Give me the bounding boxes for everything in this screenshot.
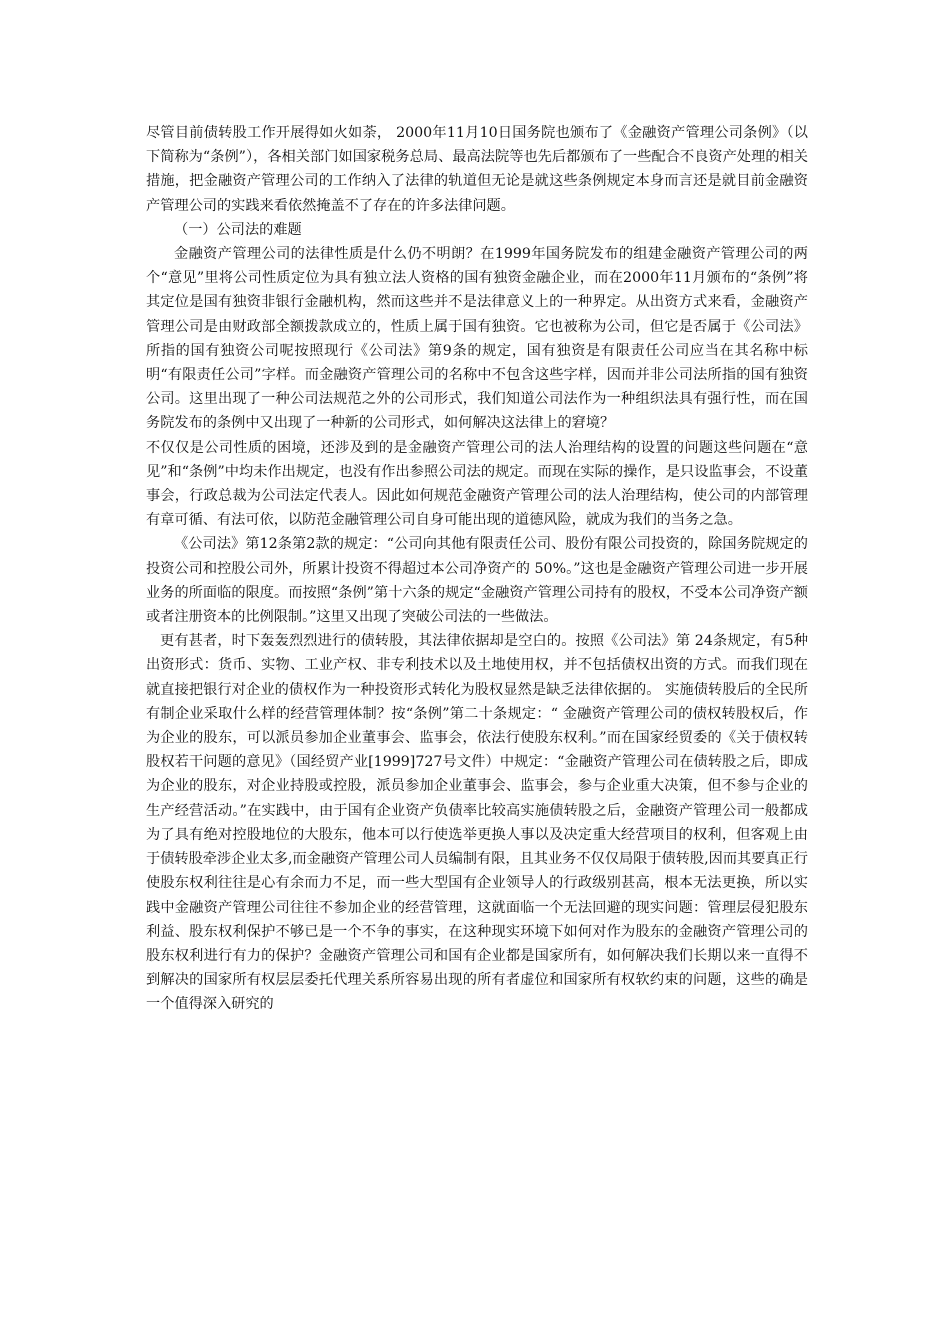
- paragraph-article-12: 《公司法》第12条第2款的规定：“公司向其他有限责任公司、股份有限公司投资的，除国务院规定的投资公司和控股公司外，所累计投资不得超过本公司净资产的 50%。”这也是金融资产管理公司进一步开展业务的所面临的限度。而按照“条例”第十六条的规定“金融资产管理公司持有的股权，不受本公司净资产额或者注册资本的比例限制。”这里又出现了突破公司法的一些做法。: [146, 536, 808, 626]
- document-body: [146, 121, 808, 1017]
- paragraph-governance: 不仅仅是公司性质的困境，还涉及到的是金融资产管理公司的法人治理结构的设置的问题这些问题在“意见”和“条例”中均未作出规定，也没有作出参照公司法的规定。而现在实际的操作，是只设监事会，不设董事会，行政总裁为公司法定代表人。因此如何规范金融资产管理公司的法人治理结构，使公司的内部管理有章可循、有法可依，以防范金融管理公司自身可能出现的道德风险，就成为我们的当务之急。: [146, 439, 808, 529]
- paragraph-legal-nature: 金融资产管理公司的法律性质是什么仍不明朗？在1999年国务院发布的组建金融资产管理公司的两个“意见”里将公司性质定位为具有独立法人资格的国有独资金融企业，而在2000年11月颁布的“条例”将其定位是国有独资非银行金融机构，然而这些并不是法律意义上的一种界定。从出资方式来看，金融资产管理公司是由财政部全额拨款成立的，性质上属于国有独资。它也被称为公司，但它是否属于《公司法》所指的国有独资公司呢按照现行《公司法》第9条的规定，国有独资是有限责任公司应当在其名称中标明“有限责任公司”字样。而金融资产管理公司的名称中不包含这些字样，因而并非公司法所指的国有独资公司。这里出现了一种公司法规范之外的公司形式，我们知道公司法作为一种组织法具有强行性，而在国务院发布的条例中又出现了一种新的公司形式，如何解决这法律上的窘境？: [146, 246, 808, 432]
- paragraph-intro: 尽管目前债转股工作开展得如火如荼， 2000年11月10日国务院也颁布了《金融资产管理公司条例》（以下简称为“条例”），各相关部门如国家税务总局、最高法院等也先后都颁布了一些配合不良资产处理的相关措施，把金融资产管理公司的工作纳入了法律的轨道但无论是就这些条例规定本身而言还是就目前金融资产管理公司的实践来看依然掩盖不了存在的许多法律问题。: [146, 125, 808, 214]
- paragraph-debt-equity-swap: 更有甚者，时下轰轰烈烈进行的债转股，其法律依据却是空白的。按照《公司法》第 24条规定，有5种出资形式：货币、实物、工业产权、非专利技术以及土地使用权，并不包括债权出资的方式。而我们现在就直接把银行对企业的债权作为一种投资形式转化为股权显然是缺乏法律依据的。 实施债转股后的全民所有制企业采取什么样的经营管理体制？按“条例”第二十条规定：“ 金融资产管理公司的债权转股权后，作为企业的股东，可以派员参加企业董事会、监事会，依法行使股东权利。”而在国家经贸委的《关于债权转股权若干问题的意见》（国经贸产业[1999]727号文件）中规定：“金融资产管理公司在债转股之后，即成为企业的股东，对企业持股或控股，派员参加企业董事会、监事会，参与企业重大决策，但不参与企业的生产经营活动。”在实践中，由于国有企业资产负债率比较高实施债转股之后，金融资产管理公司一般都成为了具有绝对控股地位的大股东，他本可以行使选举更换人事以及决定重大经营项目的权利，但客观上由于债转股牵涉企业太多,而金融资产管理公司人员编制有限，且其业务不仅仅局限于债转股,因而其要真正行使股东权利往往是心有余而力不足，而一些大型国有企业领导人的行政级别甚高，根本无法更换，所以实践中金融资产管理公司往往不参加企业的经营管理，这就面临一个无法回避的现实问题：管理层侵犯股东利益、股东权利保护不够已是一个不争的事实，在这种现实环境下如何对作为股东的金融资产管理公司的股东权利进行有力的保护？金融资产管理公司和国有企业都是国家所有，如何解决我们长期以来一直得不到解决的国家所有权层层委托代理关系所容易出现的所有者虚位和国家所有权软约束的问题，这些的确是一个值得深入研究的: [146, 633, 808, 1013]
- section-heading-company-law: （一）公司法的难题: [174, 221, 302, 238]
